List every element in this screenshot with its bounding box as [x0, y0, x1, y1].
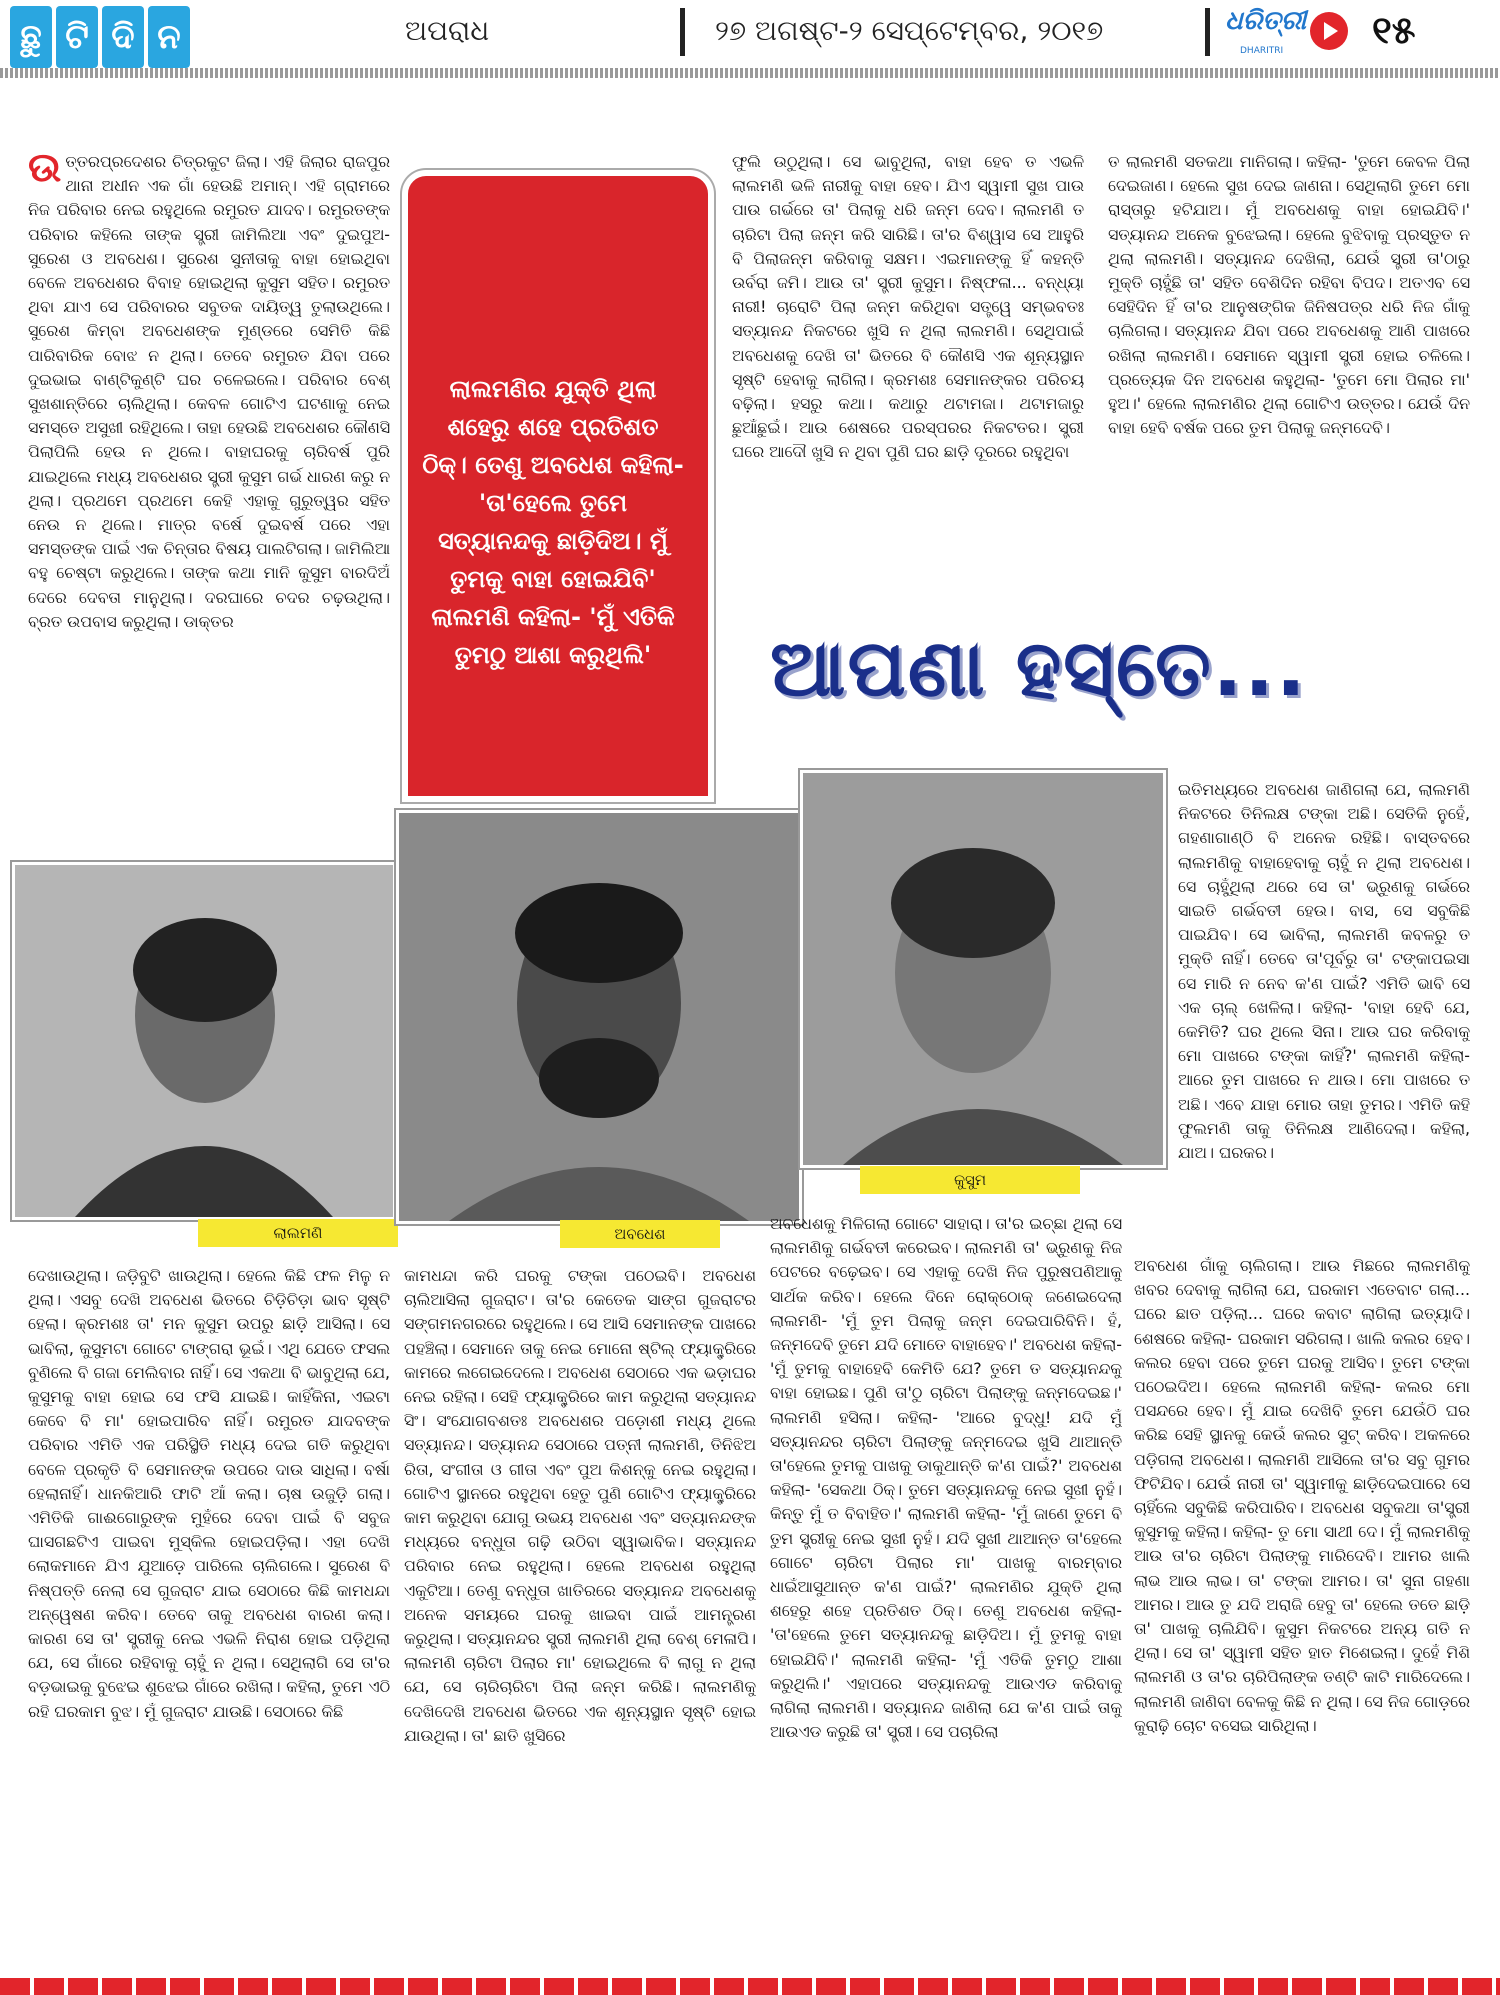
article-column-4-bottom	[1134, 1254, 1470, 1976]
brand-logo: ଧରିତ୍ରୀ	[1225, 6, 1307, 36]
header-divider	[1205, 8, 1210, 56]
article-text: ଦେଖାଉଥିଲା। ଜଡ଼ିବୁଟି ଖାଉଥିଲା। ହେଲେ କିଛି ଫଳ ମିଳୁ ନ ଥିଲା। ଏସବୁ ଦେଖି ଅବଧେଶ ଭିତରେ ଚିଡ଼ିଚିଡ଼ା ଭାବ ସୃଷ୍ଟି ହେଲା। କ୍ରମଶଃ ତା' ମନ କୁସୁମ ଉପରୁ ଛାଡ଼ି ଆସିଲା। ସେ ଭାବିଲା, କୁସୁମଟା ଗୋଟେ ଟାଙ୍ଗରା ଭୂଇଁ। ଏଥି ଯେତେ ଫସଲ ବୁଣିଲେ ବି ଗଜା ମେଲିବାର ନାହିଁ। ସେ ଏକଥା ବି ଭାବୁଥିଲା ଯେ, କୁସୁମକୁ ବାହା ହୋଇ ସେ ଫସି ଯାଇଛି। କାହିଁକିନା, ଏଇଟା କେବେ ବି ମା' ହୋଇପାରିବ ନାହିଁ। ରମୁରତ ଯାଦବଙ୍କ ପରିବାର ଏମିତି ଏକ ପରିସ୍ଥିତି ମଧ୍ୟ ଦେଇ ଗତି କରୁଥିବା ବେଳେ ପ୍ରକୃତି ବି ସେମାନଙ୍କ ଉପରେ ଦାଉ ସାଧିଲା। ବର୍ଷା ହେଲାନାହିଁ। ଧାନକିଆରି ଫାଟି ଆଁ କଲା। ଚାଷ ଉଜୁଡ଼ି ଗଲା। ଏମିତିକି ଗାଈଗୋରୁଙ୍କ ମୁହଁରେ ଦେବା ପାଇଁ ବି ସବୁଜ ଘାସଗଛଟିଏ ପାଇବା ମୁସ୍କିଲ ହୋଇପଡ଼ିଲା। ଏହା ଦେଖି ଲୋକମାନେ ଯିଏ ଯୁଆଡ଼େ ପାରିଲେ ଚାଲିଗଲେ। ସୁରେଶ ବି ନିଷ୍ପତ୍ତି ନେଲା ସେ ଗୁଜରାଟ ଯାଇ ସେଠାରେ କିଛି କାମଧନ୍ଦା ଅନ୍ୱେଷଣ କରିବ। ତେବେ ତାକୁ ଅବଧେଶ ବାରଣ କଲା। କାରଣ ସେ ତା' ସ୍ତ୍ରୀକୁ ନେଇ ଏଭଳି ନିରାଶ ହୋଇ ପଡ଼ିଥିଲା ଯେ, ସେ ଗାଁରେ ରହିବାକୁ ଚାହୁଁ ନ ଥିଲା। ସେଥିଲାଗି ସେ ତା'ର ବଡ଼ଭାଇକୁ ବୁଝେଇ ଶୁଝେଇ ଗାଁରେ ରଖିଲା। କହିଲା, ତୁମେ ଏଠି ରହି ଘରକାମ ବୁଝ। ମୁଁ ଗୁଜରାଟ ଯାଉଛି। ସେଠାରେ କିଛି	[28, 1266, 390, 1721]
article-text: ଇତିମଧ୍ୟରେ ଅବଧେଶ ଜାଣିଗଲା ଯେ, ଲାଲମଣି ନିକଟରେ ତିନିଲକ୍ଷ ଟଙ୍କା ଅଛି। ସେତିକି ନୁହେଁ, ଗହଣାଗାଣ୍ଠି ବି ଅନେକ ରହିଛି। ବାସ୍ତବରେ ଲାଲମଣିକୁ ବାହାହେବାକୁ ଚାହୁଁ ନ ଥିଲା ଅବଧେଶ। ସେ ଚାହୁଁଥିଲା ଥରେ ସେ ତା' ଭ୍ରୁଣକୁ ଗର୍ଭରେ ସାଇତି ଗର୍ଭବତୀ ହେଉ। ବାସ, ସେ ସବୁକିଛି ପାଇଯିବ। ସେ ଭାବିଲା, ଲାଲମଣି କବଳରୁ ତ ମୁକ୍ତି ନାହିଁ। ତେବେ ତା'ପୂର୍ବରୁ ତା' ଟଙ୍କାପଇସା ସେ ମାରି ନ ନେବ କ'ଣ ପାଇଁ? ଏମିତି ଭାବି ସେ ଏକ ଚାଲ୍ ଖେଳିଲା। କହିଲା- 'ବାହା ହେବି ଯେ, କେମିତି? ଘର ଥିଲେ ସିନା। ଆଉ ଘର କରିବାକୁ ମୋ ପାଖରେ ଟଙ୍କା କାହିଁ?' ଲାଲମଣି କହିଲା- ଆରେ ତୁମ ପାଖରେ ନ ଥାଉ। ମୋ ପାଖରେ ତ ଅଛି। ଏବେ ଯାହା ମୋର ତାହା ତୁମର। ଏମିତି କହି ଫୁଲମଣି ତାକୁ ତିନିଲକ୍ଷ ଆଣିଦେଲା। କହିଲା, ଯାଅ। ଘରକର।	[1178, 780, 1470, 1163]
header-divider	[680, 8, 685, 56]
photo-caption: କୁସୁମ	[860, 1166, 1080, 1194]
pull-quote-text: ଲାଲମଣିର ଯୁକ୍ତି ଥିଲା ଶହେରୁ ଶହେ ପ୍ରତିଶତ ଠିକ୍। ତେଣୁ ଅବଧେଶ କହିଲା- 'ତା'ହେଲେ ତୁମେ ସତ୍ୟାନନ୍ଦକୁ ଛାଡ଼ିଦିଅ। ମୁଁ ତୁମକୁ ବାହା ହୋଇଯିବି' ଲାଲମଣି କହିଲା- 'ମୁଁ ଏତିକି ତୁମଠୁ ଆଶା କରୁଥିଲି'	[422, 375, 684, 669]
article-column-2-top	[732, 150, 1084, 590]
page-footer-rule	[0, 1978, 1500, 1995]
article-text: କାମଧନ୍ଦା କରି ଘରକୁ ଟଙ୍କା ପଠେଇବି। ଅବଧେଶ ଚାଲିଆସିଲା ଗୁଜରାଟ। ତା'ର କେତେକ ସାଙ୍ଗ ଗୁଜରାଟର ସଙ୍ଗମନଗରରେ ରହୁଥିଲେ। ସେ ଆସି ସେମାନଙ୍କ ପାଖରେ ପହଞ୍ଚିଲା। ସେମାନେ ତାକୁ ନେଇ ମୋନୋ ଷ୍ଟିଲ୍ ଫ୍ୟାକ୍ଟ୍ରିରେ କାମରେ ଲଗେଇଦେଲେ। ଅବଧେଶ ସେଠାରେ ଏକ ଭଡ଼ାଘର ନେଇ ରହିଲା। ସେହି ଫ୍ୟାକ୍ଟ୍ରିରେ କାମ କରୁଥିଲା ସତ୍ୟାନନ୍ଦ ସିଂ। ସଂଯୋଗବଶତଃ ଅବଧେଶର ପଡ଼ୋଶୀ ମଧ୍ୟ ଥିଲେ ସତ୍ୟାନନ୍ଦ। ସତ୍ୟାନନ୍ଦ ସେଠାରେ ପତ୍ନୀ ଲାଲମଣି, ତିନିଝିଅ ରିତା, ସଂଗୀତା ଓ ଗୀତା ଏବଂ ପୁଅ କିଶନ୍‌କୁ ନେଇ ରହୁଥିଲା। ଗୋଟିଏ ସ୍ଥାନରେ ରହୁଥିବା ହେତୁ ପୁଣି ଗୋଟିଏ ଫ୍ୟାକ୍ଟ୍ରିରେ କାମ କରୁଥିବା ଯୋଗୁ ଉଭୟ ଅବଧେଶ ଏବଂ ସତ୍ୟାନନ୍ଦଙ୍କ ମଧ୍ୟରେ ବନ୍ଧୁତା ଗଢ଼ି ଉଠିବା ସ୍ୱାଭାବିକ। ସତ୍ୟାନନ୍ଦ ପରିବାର ନେଇ ରହୁଥିଲା। ହେଲେ ଅବଧେଶ ରହୁଥିଲା ଏକୁଟିଆ। ତେଣୁ ବନ୍ଧୁତା ଖାତିରରେ ସତ୍ୟାନନ୍ଦ ଅବଧେଶକୁ ଅନେକ ସମୟରେ ଘରକୁ ଖାଇବା ପାଇଁ ଆମନ୍ତ୍ରଣ କରୁଥିଲା। ସତ୍ୟାନନ୍ଦର ସ୍ତ୍ରୀ ଲାଲମଣି ଥିଲା ବେଶ୍ ମେଳାପି। ଲାଲମଣି ଚାରିଟା ପିଲାର ମା' ହୋଇଥିଲେ ବି ଲାଗୁ ନ ଥିଲା ଯେ, ସେ ଚାରିଚାରିଟା ପିଲା ଜନ୍ମ କରିଛି। ଲାଲମଣିକୁ ଦେଖିଦେଖି ଅବଧେଶ ଭିତରେ ଏକ ଶୂନ୍ୟସ୍ଥାନ ସୃଷ୍ଟି ହୋଇ ଯାଉଥିଲା। ତା' ଛାତି ଖୁସିରେ	[404, 1266, 756, 1745]
article-column-3-top	[1108, 150, 1470, 590]
page-header	[0, 0, 1500, 80]
issue-date: ୨୭ ଅଗଷ୍ଟ-୨ ସେପ୍ଟେମ୍ବର, ୨୦୧୭	[715, 14, 1104, 47]
portrait-woman-icon	[803, 773, 1163, 1165]
photo-awadhesh	[396, 810, 802, 1224]
article-column-3-bottom	[770, 1212, 1122, 1976]
article-column-2-bottom	[404, 1264, 756, 1976]
photo-kusum	[800, 770, 1166, 1168]
brand-subtitle: DHARITRI	[1240, 46, 1284, 56]
photo-caption: ଲାଲମଣି	[198, 1219, 398, 1247]
logo-letter: ଛୁ	[10, 6, 52, 68]
photo-caption: ଅବଧେଶ	[560, 1220, 720, 1248]
section-logo	[10, 6, 240, 72]
article-text: ତ୍ତରପ୍ରଦେଶର ଚିତ୍ରକୁଟ ଜିଲା। ଏହି ଜିଲାର ରାଜପୁର ଥାନା ଅଧୀନ ଏକ ଗାଁ ହେଉଛି ଅମାନ୍। ଏହି ଗ୍ରାମରେ ନିଜ ପରିବାର ନେଇ ରହୁଥିଲେ ରମୁରତ ଯାଦବ। ରମୁରତଙ୍କ ପରିବାର କହିଲେ ତାଙ୍କ ସ୍ତ୍ରୀ ଜାମିଲିଆ ଏବଂ ଦୁଇପୁଅ- ସୁରେଶ ଓ ଅବଧେଶ। ସୁରେଶ ସୁନୀତାକୁ ବାହା ହୋଇଥିବା ବେଳେ ଅବଧେଶର ବିବାହ ହୋଇଥିଲା କୁସୁମ ସହିତ। ରମୁରତ ଥିବା ଯାଏ ସେ ପରିବାରର ସବୁତକ ଦାୟିତ୍ୱ ତୁଲାଉଥିଲେ। ସୁରେଶ କିମ୍ବା ଅବଧେଶଙ୍କ ମୁଣ୍ଡରେ ସେମିତି କିଛି ପାରିବାରିକ ବୋଝ ନ ଥିଲା। ତେବେ ରମୁରତ ଯିବା ପରେ ଦୁଇଭାଇ ବାଣ୍ଟିକୁଣ୍ଟି ଘର ଚଳେଇଲେ। ପରିବାର ବେଶ୍ ସୁଖଶାନ୍ତିରେ ଚାଲିଥିଲା। କେବଳ ଗୋଟିଏ ଘଟଣାକୁ ନେଇ ସମସ୍ତେ ଅସୁଖୀ ରହିଥିଲେ। ତାହା ହେଉଛି ଅବଧେଶର କୌଣସି ପିଲାପିଲି ହେଉ ନ ଥିଲେ। ବାହାଘରକୁ ଚାରିବର୍ଷ ପୁରି ଯାଇଥିଲେ ମଧ୍ୟ ଅବଧେଶର ସ୍ତ୍ରୀ କୁସୁମ ଗର୍ଭ ଧାରଣ କରୁ ନ ଥିଲା। ପ୍ରଥମେ ପ୍ରଥମେ କେହି ଏହାକୁ ଗୁରୁତ୍ୱର ସହିତ ନେଉ ନ ଥିଲେ। ମାତ୍ର ବର୍ଷେ ଦୁଇବର୍ଷ ପରେ ଏହା ସମସ୍ତଙ୍କ ପାଇଁ ଏକ ଚିନ୍ତାର ବିଷୟ ପାଲଟିଗଲା। ଜାମିଲିଆ ବହୁ ଚେଷ୍ଟା କରୁଥିଲେ। ତାଙ୍କ କଥା ମାନି କୁସୁମ ବାରଦିଅଁ ଦେରେ ଦେବତା ମାନୁଥିଲା। ଦରଘାରେ ଚଦର ଚଢ଼ଉଥିଲା। ବ୍ରତ ଉପବାସ କରୁଥିଲା। ଡାକ୍ତର	[28, 152, 390, 631]
article-column-1-top	[28, 150, 390, 850]
section-name: ଅପରାଧ	[405, 14, 490, 47]
portrait-woman-icon	[15, 865, 393, 1217]
logo-letter: ନ	[148, 6, 190, 68]
article-headline: ଆପଣା ହସ୍ତେ...	[770, 624, 1308, 714]
article-text: ଫୁଲି ଉଠୁଥିଲା। ସେ ଭାବୁଥିଲା, ବାହା ହେବ ତ ଏଭଳି ଲାଲମଣି ଭଳି ନାରୀକୁ ବାହା ହେବ। ଯିଏ ସ୍ୱାମୀ ସୁଖ ପାଉ ପାଉ ଗର୍ଭରେ ତା' ପିଲାକୁ ଧରି ଜନ୍ମ ଦେବ। ଲାଲମଣି ତ ଚାରିଟା ପିଲା ଜନ୍ମ କରି ସାରିଛି। ତା'ର ବିଶ୍ୱାସ ସେ ଆହୁରି ବି ପିଲାଜନ୍ମ କରିବାକୁ ସକ୍ଷମ। ଏଇମାନଙ୍କୁ ହିଁ କହନ୍ତି ଉର୍ବରା ଜମି। ଆଉ ତା' ସ୍ତ୍ରୀ କୁସୁମ। ନିଷ୍ଫଳା... ବନ୍ଧ୍ୟା ନାରୀ! ଚାରୋଟି ପିଲା ଜନ୍ମ କରିଥିବା ସତ୍ତ୍ୱେ ସମ୍ଭବତଃ ସତ୍ୟାନନ୍ଦ ନିକଟରେ ଖୁସି ନ ଥିଲା ଲାଲମଣି। ସେଥିପାଇଁ ଅବଧେଶକୁ ଦେଖି ତା' ଭିତରେ ବି କୌଣସି ଏକ ଶୂନ୍ୟସ୍ଥାନ ସୃଷ୍ଟି ହେବାକୁ ଲାଗିଲା। କ୍ରମଶଃ ସେମାନଙ୍କର ପରିଚୟ ବଢ଼ିଲା। ହସରୁ କଥା। କଥାରୁ ଥଟାମଜା। ଥଟାମଜାରୁ ଛୁଆଁଛୁଇଁ। ଆଉ ଶେଷରେ ପରସ୍ପରର ନିକଟତର। ସ୍ତ୍ରୀ ଘରେ ଆଦୌ ଖୁସି ନ ଥିବା ପୁଣି ଘର ଛାଡ଼ି ଦୂରରେ ରହୁଥିବା	[732, 152, 1084, 462]
photo-lalmani	[12, 862, 396, 1220]
article-text: ତ ଲାଲମଣି ସତକଥା ମାନିଗଲା। କହିଲା- 'ତୁମେ କେବଳ ପିଲା ଦେଇଜାଣ। ହେଲେ ସୁଖ ଦେଇ ଜାଣନା। ସେଥିଲାଗି ତୁମେ ମୋ ରାସ୍ତାରୁ ହଟିଯାଅ। ମୁଁ ଅବଧେଶକୁ ବାହା ହୋଇଯିବି।' ସତ୍ୟାନନ୍ଦ ଅନେକ ବୁଝେଇଲା। ହେଲେ ବୁଝିବାକୁ ପ୍ରସ୍ତୁତ ନ ଥିଲା ଲାଲମଣି। ସତ୍ୟାନନ୍ଦ ଦେଖିଲା, ଯେଉଁ ସ୍ତ୍ରୀ ତା'ଠାରୁ ମୁକ୍ତି ଚାହୁଁଛି ତା' ସହିତ ବେଶିଦିନ ରହିବା ବିପଦ। ଅତଏବ ସେ ସେହିଦିନ ହିଁ ତା'ର ଆନୁଷଙ୍ଗିକ ଜିନିଷପତ୍ର ଧରି ନିଜ ଗାଁକୁ ଚାଲିଗଲା। ସତ୍ୟାନନ୍ଦ ଯିବା ପରେ ଅବଧେଶକୁ ଆଣି ପାଖରେ ରଖିଲା ଲାଲମଣି। ସେମାନେ ସ୍ୱାମୀ ସ୍ତ୍ରୀ ହୋଇ ଚଳିଲେ। ପ୍ରତ୍ୟେକ ଦିନ ଅବଧେଶ କହୁଥିଲା- 'ତୁମେ ମୋ ପିଲାର ମା' ହୁଅ।' ହେଲେ ଲାଲମଣିର ଥିଲା ଗୋଟିଏ ଉତ୍ତର। ଯେଉଁ ଦିନ ବାହା ହେବି ବର୍ଷକ ପରେ ତୁମ ପିଲାକୁ ଜନ୍ମଦେବି।	[1108, 152, 1470, 438]
play-icon	[1310, 12, 1348, 50]
article-text: ଅବଧେଶ ଗାଁକୁ ଚାଲିଗଲା। ଆଉ ମିଛରେ ଲାଲମଣିକୁ ଖବର ଦେବାକୁ ଲାଗିଲା ଯେ, ଘରକାମ ଏତେବାଟ ଗଲା... ଘରେ ଛାତ ପଡ଼ିଲା... ଘରେ କବାଟ ଲାଗିଲା ଇତ୍ୟାଦି। ଶେଷରେ କହିଲା- ଘରକାମ ସରିଗଲା। ଖାଲି କଲର ହେବ। କଲର ହେବା ପରେ ତୁମେ ଘରକୁ ଆସିବ। ତୁମେ ଟଙ୍କା ପଠେଇଦିଅ। ହେଲେ ଲାଲମଣି କହିଲା- କଲର ମୋ ପସନ୍ଦରେ ହେବ। ମୁଁ ଯାଇ ଦେଖିବି ତୁମେ ଯେଉଁଠି ଘର କରିଛ ସେହି ସ୍ଥାନକୁ କେଉଁ କଲର ସୁଟ୍ କରିବ। ଅକଳରେ ପଡ଼ିଗଲା ଅବଧେଶ। ଲାଲମଣି ଆସିଲେ ତା'ର ସବୁ ଗୁମର ଫିଟିଯିବ। ଯେଉଁ ନାରୀ ତା' ସ୍ୱାମୀକୁ ଛାଡ଼ିଦେଇପାରେ ସେ ଚାହିଁଲେ ସବୁକିଛି କରିପାରିବ। ଅବଧେଶ ସବୁକଥା ତା'ସ୍ତ୍ରୀ କୁସୁମକୁ କହିଲା। କହିଲା- ତୁ ମୋ ସାଥୀ ଦେ। ମୁଁ ଲାଲମଣିକୁ ଆଉ ତା'ର ଚାରିଟା ପିଲାଙ୍କୁ ମାରିଦେବି। ଆମର ଖାଲି ଲାଭ ଆଉ ଲାଭ। ତା' ଟଙ୍କା ଆମର। ତା' ସୁନା ଗହଣା ଆମର। ଆଉ ତୁ ଯଦି ଅରାଜି ହେବୁ ତା' ହେଲେ ତତେ ଛାଡ଼ି ତା' ପାଖକୁ ଚାଲିଯିବି। କୁସୁମ ନିକଟରେ ଅନ୍ୟ ଗତି ନ ଥିଲା। ସେ ତା' ସ୍ୱାମୀ ସହିତ ହାତ ମିଶେଇଲା। ଦୁହେଁ ମିଶି ଲାଲମଣି ଓ ତା'ର ଚାରିପିଲାଙ୍କ ତଣ୍ଟି କାଟି ମାରିଦେଲେ। ଲାଲମଣି ଜାଣିବା ବେଳକୁ କିଛି ନ ଥିଲା। ସେ ନିଜ ଗୋଡ଼ରେ କୁରାଢ଼ି ଚୋଟ ବସେଇ ସାରିଥିଲା।	[1134, 1256, 1470, 1735]
logo-letter: ଟି	[56, 6, 98, 68]
header-rule	[0, 68, 1500, 78]
portrait-man-icon	[399, 813, 799, 1221]
article-column-3-mid	[1178, 778, 1470, 1248]
page-number: ୧୫	[1372, 8, 1416, 52]
logo-letter: ଦି	[102, 6, 144, 68]
drop-cap: ଉ	[28, 150, 62, 191]
article-column-1-bottom	[28, 1264, 390, 1976]
article-text: ଅବଧେଶକୁ ମିଳିଗଲା ଗୋଟେ ସାହାରା। ତା'ର ଇଚ୍ଛା ଥିଲା ସେ ଲାଲମଣିକୁ ଗର୍ଭବତୀ କରେଇବ। ଲାଲମଣି ତା' ଭ୍ରୁଣକୁ ନିଜ ପେଟରେ ବଢ଼େଇବ। ସେ ଏହାକୁ ଦେଖି ନିଜ ପୁରୁଷପଣିଆକୁ ସାର୍ଥକ କରିବ। ହେଲେ ଦିନେ ରୋକ୍‌ଠୋକ୍ ଜଣେଇଦେଲା ଲାଲମଣି- 'ମୁଁ ତୁମ ପିଲାକୁ ଜନ୍ମ ଦେଇପାରିବିନି। ହଁ, ଜନ୍ମଦେବି ତୁମେ ଯଦି ମୋତେ ବାହାହେବ।' ଅବଧେଶ କହିଲା- 'ମୁଁ ତୁମକୁ ବାହାହେବି କେମିତି ଯେ? ତୁମେ ତ ସତ୍ୟାନନ୍ଦକୁ ବାହା ହୋଇଛ। ପୁଣି ତା'ଠୁ ଚାରିଟା ପିଲାଙ୍କୁ ଜନ୍ମଦେଇଛ।' ଲାଲମଣି ହସିଲା। କହିଲା- 'ଆରେ ବୁଦ୍ଧୁ! ଯଦି ମୁଁ ସତ୍ୟାନନ୍ଦର ଚାରିଟା ପିଲାଙ୍କୁ ଜନ୍ମଦେଇ ଖୁସି ଥାଆନ୍ତି ତା'ହେଲେ ତୁମକୁ ପାଖକୁ ଡାକୁଥାନ୍ତି କ'ଣ ପାଇଁ?' ଅବଧେଶ କହିଲା- 'ସେକଥା ଠିକ୍। ତୁମେ ସତ୍ୟାନନ୍ଦକୁ ନେଇ ସୁଖୀ ନୁହଁ। କିନ୍ତୁ ମୁଁ ତ ବିବାହିତ।' ଲାଲମଣି କହିଲା- 'ମୁଁ ଜାଣେ ତୁମେ ବି ତୁମ ସ୍ତ୍ରୀକୁ ନେଇ ସୁଖୀ ନୁହଁ। ଯଦି ସୁଖୀ ଥାଆନ୍ତ ତା'ହେଲେ ଗୋଟେ ଚାରିଟା ପିଲାର ମା' ପାଖକୁ ବାରମ୍ବାର ଧାଇଁଆସୁଥାନ୍ତ କ'ଣ ପାଇଁ?' ଲାଲମଣିର ଯୁକ୍ତି ଥିଲା ଶହେରୁ ଶହେ ପ୍ରତିଶତ ଠିକ୍। ତେଣୁ ଅବଧେଶ କହିଲା- 'ତା'ହେଲେ ତୁମେ ସତ୍ୟାନନ୍ଦକୁ ଛାଡ଼ିଦିଅ। ମୁଁ ତୁମକୁ ବାହା ହୋଇଯିବି।' ଲାଲମଣି କହିଲା- 'ମୁଁ ଏତିକି ତୁମଠୁ ଆଶା କରୁଥିଲି।' ଏହାପରେ ସତ୍ୟାନନ୍ଦକୁ ଆଉଏଡ କରିବାକୁ ଲାଗିଲା ଲାଲମଣି। ସତ୍ୟାନନ୍ଦ ଜାଣିଲା ଯେ କ'ଣ ପାଇଁ ତାକୁ ଆଉଏଡ କରୁଛି ତା' ସ୍ତ୍ରୀ। ସେ ପଚାରିଲା	[770, 1214, 1122, 1742]
